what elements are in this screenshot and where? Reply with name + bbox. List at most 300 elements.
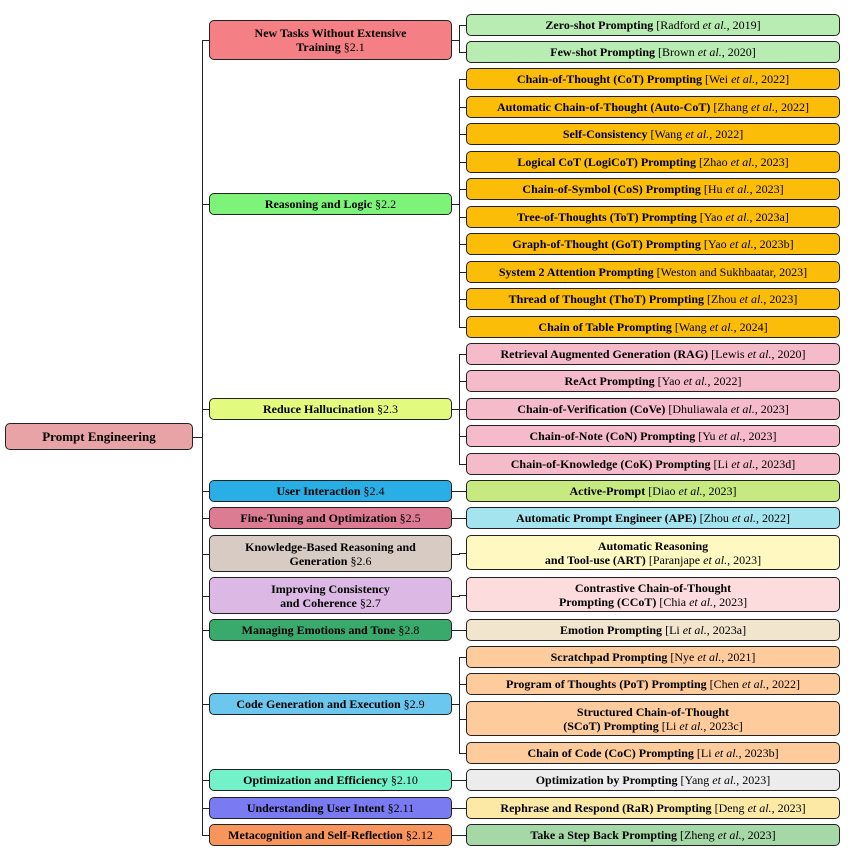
category-node (209, 20, 452, 60)
category-text-line (265, 197, 396, 211)
category-label: Understanding User Intent (246, 801, 385, 815)
technique-name: Active-Prompt (569, 484, 646, 498)
technique-branch-line (459, 244, 466, 245)
technique-text (529, 429, 776, 443)
technique-name: Chain of Code (CoC) Prompting (527, 746, 694, 760)
technique-text (517, 155, 788, 169)
technique-branch-line (459, 299, 466, 300)
technique-node (466, 507, 840, 529)
technique-branch-line (459, 808, 466, 809)
citation-author: Radford (660, 18, 703, 32)
technique-text-line (517, 155, 788, 169)
technique-text (499, 265, 807, 279)
technique-node (466, 701, 840, 736)
technique-branch-line (459, 595, 466, 596)
technique-name: ReAct Prompting (564, 374, 655, 388)
technique-branch-line (459, 272, 466, 273)
citation-etal: et al. (709, 320, 734, 334)
citation-etal: et al. (702, 18, 727, 32)
technique-text (550, 45, 755, 59)
technique-text (511, 457, 795, 471)
category-node (209, 693, 452, 715)
citation-year: 2023 (708, 484, 733, 498)
technique-branch-line (459, 52, 466, 53)
category-text (271, 582, 390, 610)
technique-text (509, 292, 798, 306)
category-section-ref: §2.10 (390, 773, 418, 787)
citation-year: 2023 (755, 182, 780, 196)
category-node (209, 398, 452, 420)
category-node (209, 507, 452, 529)
technique-text-line (559, 581, 747, 595)
technique-text-line (511, 457, 795, 471)
technique-citation: [Yang et al., 2023] (677, 773, 771, 787)
category-node (209, 797, 452, 819)
technique-text-line (563, 719, 742, 733)
technique-text-line (499, 265, 807, 279)
technique-text (560, 623, 746, 637)
technique-node (466, 68, 840, 90)
technique-name: and Tool-use (ART) (544, 552, 646, 567)
technique-name: Chain-of-Verification (CoVe) (517, 402, 666, 416)
technique-citation: [Yao et al., 2022] (654, 374, 742, 388)
technique-name: Contrastive Chain-of-Thought (574, 580, 732, 595)
citation-etal: et al. (718, 429, 743, 443)
technique-text (545, 539, 761, 567)
citation-author: Brown (662, 45, 698, 59)
technique-node (466, 673, 840, 695)
category-text-line (276, 484, 384, 498)
category-label: Code Generation and Execution (236, 697, 401, 711)
technique-citation: [Li et al., 2023a] (662, 623, 747, 637)
citation-year: 2023 (760, 402, 785, 416)
category-text-line (255, 26, 407, 40)
citation-year: 2022 (772, 677, 796, 691)
category-node (209, 535, 452, 572)
technique-text-line (497, 100, 809, 114)
citation-year: 2023 (769, 292, 794, 306)
technique-text-line (517, 402, 788, 416)
technique-vertical-line (459, 79, 460, 328)
category-text-line (245, 554, 416, 568)
technique-text-line (560, 623, 746, 637)
technique-text-line (559, 595, 747, 609)
technique-branch-line (459, 491, 466, 492)
category-label: New Tasks Without Extensive (254, 26, 407, 40)
technique-name: Zero-shot Prompting (545, 18, 654, 32)
technique-name: Automatic Prompt Engineer (APE) (516, 511, 697, 525)
technique-branch-line (459, 835, 466, 836)
citation-author: Hu (707, 182, 726, 196)
category-label: Generation (289, 553, 348, 568)
technique-citation: [Nye et al., 2021] (667, 650, 756, 664)
technique-branch-line (459, 657, 466, 658)
technique-node (466, 824, 840, 846)
technique-text-line (551, 650, 756, 664)
technique-node (466, 151, 840, 173)
category-label: Managing Emotions and Tone (241, 623, 396, 637)
technique-branch-line (459, 134, 466, 135)
technique-name: Logical CoT (LogiCoT) Prompting (517, 155, 696, 169)
category-text-line (243, 773, 418, 787)
category-node (209, 193, 452, 215)
technique-name: Structured Chain-of-Thought (576, 704, 730, 719)
technique-node (466, 206, 840, 228)
technique-text (517, 402, 788, 416)
technique-vertical-line (459, 25, 460, 53)
technique-text-line (516, 511, 790, 525)
technique-branch-line (459, 189, 466, 190)
citation-author: Li (717, 457, 732, 471)
technique-text-line (538, 320, 767, 334)
technique-citation: [Li et al., 2023b] (693, 746, 779, 760)
technique-name: Scratchpad Prompting (550, 650, 668, 664)
category-text (243, 773, 418, 787)
category-text-line (245, 540, 416, 554)
citation-etal: et al. (697, 45, 722, 59)
citation-author: Zhou (711, 292, 740, 306)
technique-node (466, 233, 840, 255)
technique-branch-line (459, 684, 466, 685)
category-text-line (263, 402, 398, 416)
technique-node (466, 343, 840, 365)
technique-branch-line (459, 518, 466, 519)
category-label: Knowledge-Based Reasoning and (245, 539, 416, 554)
technique-text (559, 581, 747, 609)
technique-branch-line (459, 354, 466, 355)
citation-etal: et al. (730, 155, 755, 169)
category-text-line (242, 623, 420, 637)
technique-node (466, 535, 840, 570)
category-section-ref: §2.5 (399, 511, 421, 525)
technique-text-line (517, 72, 789, 86)
technique-citation: [Zhou et al., 2022] (696, 511, 790, 525)
technique-text-line (500, 801, 805, 815)
category-node (209, 619, 452, 641)
technique-text-line (545, 18, 760, 32)
technique-node (466, 14, 840, 36)
technique-branch-line (459, 753, 466, 754)
category-section-ref: §2.6 (350, 553, 372, 568)
technique-node (466, 261, 840, 283)
category-label: Metacognition and Self-Reflection (228, 828, 403, 842)
citation-author: Li (669, 623, 683, 637)
citation-author: Dhuliawala (672, 402, 731, 416)
category-branch-line (202, 204, 209, 205)
technique-citation: [Wang et al., 2022] (647, 127, 744, 141)
citation-etal: et al. (729, 237, 754, 251)
category-section-ref: §2.8 (398, 623, 420, 637)
technique-text-line (517, 210, 789, 224)
citation-etal: et al. (689, 594, 714, 609)
technique-name: Program of Thoughts (PoT) Prompting (505, 677, 707, 691)
technique-text (545, 18, 760, 32)
technique-text-line (506, 677, 800, 691)
citation-year: 2022 (713, 374, 738, 388)
category-text-line (255, 40, 407, 54)
citation-year: 2023 (777, 801, 802, 815)
technique-text (512, 237, 793, 251)
citation-year: 2022 (761, 511, 786, 525)
category-text (247, 801, 414, 815)
citation-year: 2023b (744, 746, 775, 760)
citation-author: Lewis (715, 347, 748, 361)
technique-text-line (509, 292, 798, 306)
citation-etal: et al. (678, 484, 703, 498)
category-node (209, 824, 452, 846)
technique-name: Self-Consistency (562, 127, 648, 141)
category-text (245, 540, 416, 568)
technique-citation: [Dhuliawala et al., 2023] (665, 402, 789, 416)
technique-text-line (545, 553, 761, 567)
citation-year: 2023a (755, 210, 785, 224)
technique-node (466, 797, 840, 819)
citation-etal: et al. (742, 677, 766, 691)
technique-branch-line (459, 327, 466, 328)
category-trunk-line (202, 40, 203, 836)
citation-year: 2022 (715, 127, 740, 141)
category-section-ref: §2.9 (403, 697, 425, 711)
citation-etal: et al. (683, 374, 708, 388)
citation-etal: et al. (682, 623, 707, 637)
technique-branch-line (459, 780, 466, 781)
technique-node (466, 646, 840, 668)
citation-etal: et al. (714, 746, 739, 760)
category-branch-line (202, 409, 209, 410)
technique-node (466, 453, 840, 475)
technique-citation: [Deng et al., 2023] (711, 801, 806, 815)
citation-etal: et al. (697, 650, 722, 664)
citation-year: 2023 (742, 773, 767, 787)
technique-text (501, 347, 806, 361)
technique-citation: [Li et al., 2023d] (710, 457, 796, 471)
citation-author: Deng (718, 801, 748, 815)
technique-text-line (550, 45, 755, 59)
citation-author: Yang (684, 773, 713, 787)
technique-text-line (522, 182, 783, 196)
technique-citation: [Yao et al., 2023a] (696, 210, 789, 224)
technique-text (517, 72, 789, 86)
technique-branch-line (459, 436, 466, 437)
technique-citation: [Lewis et al., 2020] (708, 347, 806, 361)
category-branch-line (202, 704, 209, 705)
citation-year: 2020 (777, 347, 802, 361)
citation-year: 2019 (732, 18, 757, 32)
technique-name: Chain-of-Thought (CoT) Prompting (516, 72, 703, 86)
technique-text (536, 773, 771, 787)
category-branch-line (202, 808, 209, 809)
citation-etal: et al. (730, 402, 755, 416)
technique-node (466, 480, 840, 502)
citation-etal: et al. (747, 801, 772, 815)
citation-year: 2024 (739, 320, 764, 334)
technique-branch-line (459, 553, 466, 554)
technique-branch-line (459, 107, 466, 108)
technique-text (565, 374, 742, 388)
citation-author: Zhao (702, 155, 731, 169)
technique-branch-line (459, 162, 466, 163)
category-section-ref: §2.1 (343, 40, 365, 54)
category-text (255, 26, 407, 54)
citation-author: Li (700, 746, 715, 760)
category-section-ref: §2.7 (359, 595, 381, 610)
category-branch-line (202, 596, 209, 597)
citation-etal: et al. (731, 511, 756, 525)
category-label: and Coherence (280, 595, 357, 610)
technique-citation: [Wei et al., 2022] (702, 72, 790, 86)
citation-etal: et al. (739, 292, 764, 306)
technique-node (466, 769, 840, 791)
category-branch-line (202, 40, 209, 41)
technique-name: Few-shot Prompting (550, 45, 656, 59)
technique-name: Thread of Thought (ThoT) Prompting (508, 292, 705, 306)
category-label: User Interaction (276, 484, 361, 498)
technique-citation: [Hu et al., 2023] (700, 182, 784, 196)
technique-name: Chain-of-Note (CoN) Prompting (529, 429, 696, 443)
technique-text (500, 801, 805, 815)
technique-citation: [Zhang et al., 2022] (710, 100, 809, 114)
root-node-prompt-engineering (5, 423, 193, 450)
technique-node (466, 96, 840, 118)
category-text (236, 697, 424, 711)
citation-etal: et al. (679, 718, 704, 733)
citation-etal: et al. (703, 552, 728, 567)
technique-citation: [Wang et al., 2024] (671, 320, 768, 334)
technique-name: Prompting (CCoT) (558, 594, 657, 609)
technique-branch-line (459, 630, 466, 631)
technique-citation: [Zheng et al., 2023] (677, 828, 776, 842)
category-branch-line (202, 630, 209, 631)
technique-citation: [Zhou et al., 2023] (704, 292, 798, 306)
category-text (265, 197, 396, 211)
citation-author: Wang (678, 320, 710, 334)
technique-node (466, 577, 840, 612)
category-section-ref: §2.12 (405, 828, 433, 842)
citation-year: 2021 (727, 650, 752, 664)
technique-citation: [Paranjape et al., 2023] (645, 552, 762, 567)
citation-author: Yu (702, 429, 719, 443)
technique-text (497, 100, 809, 114)
category-text-line (271, 582, 390, 596)
technique-branch-line (459, 79, 466, 80)
category-label: Reasoning and Logic (264, 197, 373, 211)
category-section-ref: §2.4 (363, 484, 385, 498)
technique-text-line (565, 374, 742, 388)
technique-name: Chain-of-Knowledge (CoK) Prompting (510, 457, 711, 471)
citation-etal: et al. (751, 100, 775, 114)
technique-text (522, 182, 783, 196)
citation-author: Chen (713, 677, 742, 691)
citation-year: 2023c (709, 718, 739, 733)
technique-text (538, 320, 767, 334)
technique-node (466, 398, 840, 420)
technique-text-line (527, 746, 778, 760)
technique-text (563, 705, 742, 733)
category-branch-line (202, 780, 209, 781)
citation-year: 2023 (748, 429, 773, 443)
technique-text-line (563, 127, 743, 141)
root-label: Prompt Engineering (42, 428, 156, 444)
citation-author: Yao (661, 374, 684, 388)
technique-citation: [Yao et al., 2023b] (700, 237, 794, 251)
category-branch-line (202, 554, 209, 555)
technique-text (569, 484, 736, 498)
technique-citation: [Yu et al., 2023] (695, 429, 777, 443)
citation-year: 2023b (759, 237, 790, 251)
technique-vertical-line (459, 657, 460, 754)
technique-node (466, 425, 840, 447)
technique-citation: [Zhao et al., 2023] (695, 155, 789, 169)
technique-name: Take a Step Back Prompting (530, 828, 678, 842)
technique-name: Automatic Chain-of-Thought (Auto-CoT) (497, 100, 711, 114)
technique-name: Rephrase and Respond (RaR) Prompting (500, 801, 712, 815)
citation-year: 2023 (733, 552, 758, 567)
technique-name: (SCoT) Prompting (563, 718, 659, 733)
technique-citation: [Chia et al., 2023] (656, 594, 748, 609)
category-label: Optimization and Efficiency (243, 773, 388, 787)
citation-year: 2023 (747, 828, 772, 842)
citation-year: 2020 (727, 45, 752, 59)
technique-name: Retrieval Augmented Generation (RAG) (500, 347, 709, 361)
category-label: Training (296, 40, 341, 54)
citation-etal: et al. (725, 210, 750, 224)
technique-node (466, 288, 840, 310)
category-text (240, 511, 420, 525)
technique-name: Chain of Table Prompting (538, 320, 672, 334)
technique-citation: [Radford et al., 2019] (653, 18, 761, 32)
technique-text-line (536, 773, 771, 787)
citation-author: Li (665, 718, 680, 733)
citation-year: 2023d (761, 457, 792, 471)
citation-author: Zheng (684, 828, 718, 842)
category-text (263, 402, 398, 416)
category-label: Improving Consistency (271, 581, 390, 596)
technique-node (466, 370, 840, 392)
technique-branch-line (459, 719, 466, 720)
technique-text-line (545, 539, 761, 553)
category-text-line (271, 596, 390, 610)
category-text-line (228, 828, 433, 842)
citation-author: Zhou (703, 511, 732, 525)
citation-etal: et al. (725, 182, 750, 196)
technique-name: System 2 Attention Prompting (498, 265, 654, 279)
category-branch-line (202, 518, 209, 519)
technique-node (466, 619, 840, 641)
technique-text-line (501, 347, 806, 361)
technique-branch-line (459, 464, 466, 465)
citation-author: Zhang (717, 100, 751, 114)
category-node (209, 769, 452, 791)
citation-etal: et al. (731, 457, 756, 471)
technique-text (527, 746, 778, 760)
technique-name: Automatic Reasoning (597, 538, 709, 553)
technique-text-line (529, 429, 776, 443)
citation-author: Yao (707, 237, 730, 251)
category-text-line (247, 801, 414, 815)
category-label: Fine-Tuning and Optimization (240, 511, 397, 525)
technique-text (516, 511, 790, 525)
technique-citation: [Diao et al., 2023] (645, 484, 737, 498)
technique-node (466, 41, 840, 63)
citation-etal: et al. (712, 773, 737, 787)
category-node (209, 577, 452, 614)
technique-text (517, 210, 789, 224)
category-section-ref: §2.11 (387, 801, 415, 815)
technique-text-line (569, 484, 736, 498)
technique-branch-line (459, 409, 466, 410)
technique-node (466, 742, 840, 764)
category-text (242, 623, 420, 637)
